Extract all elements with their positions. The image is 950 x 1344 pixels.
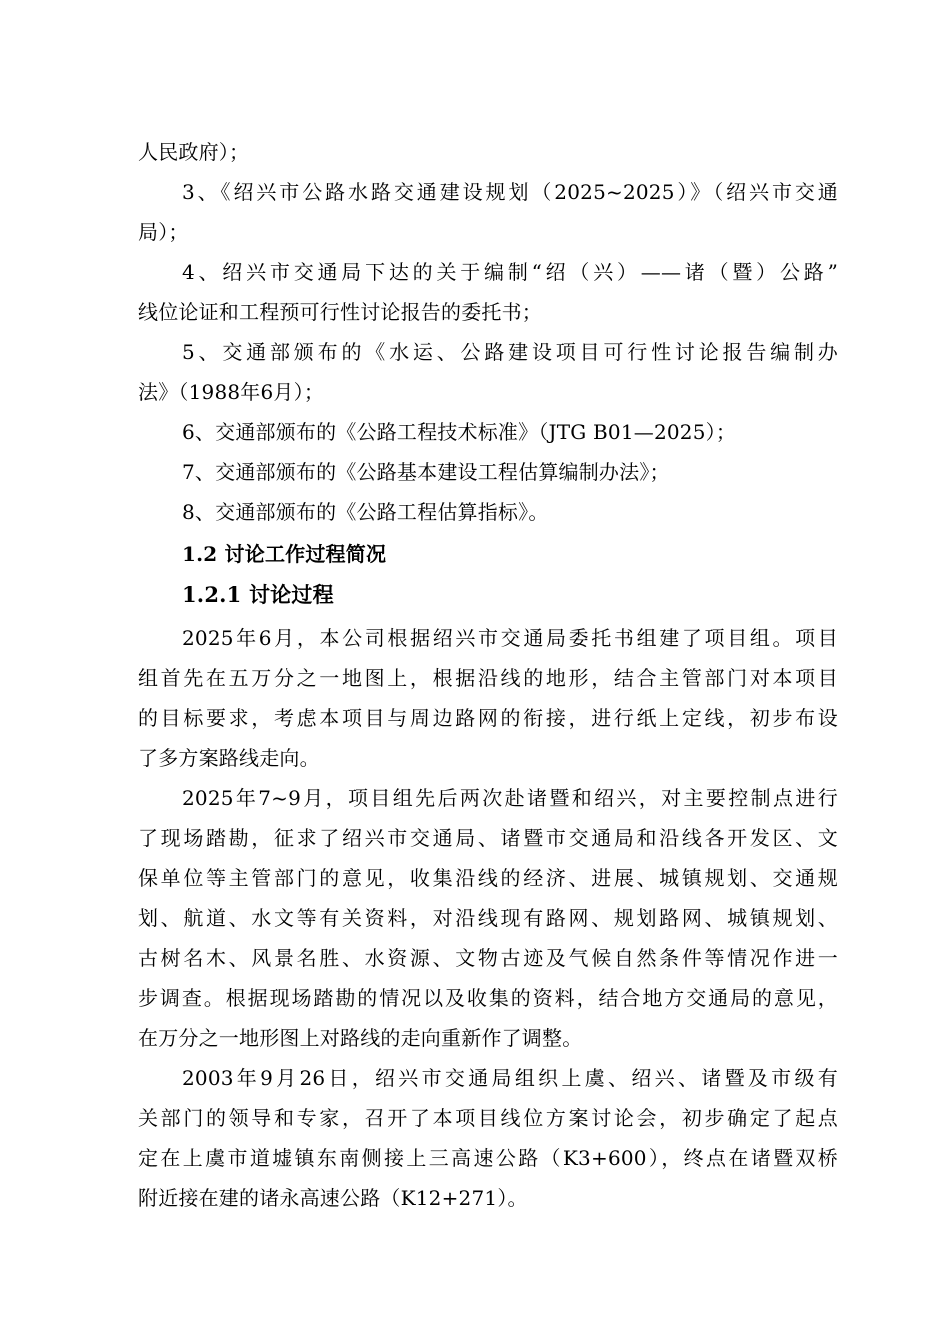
- text-line: 4、绍兴市交通局下达的关于编制“绍（兴）——诸（暨）公路”: [182, 260, 838, 284]
- text-line: 了多方案路线走向。: [138, 746, 320, 770]
- text-line: 的目标要求，考虑本项目与周边路网的衔接，进行纸上定线，初步布设: [138, 706, 838, 730]
- text-line: 步调查。根据现场踏勘的情况以及收集的资料，结合地方交通局的意见，: [138, 986, 838, 1010]
- text-line: 法》（1988年6月）；: [138, 380, 325, 404]
- text-line: 2025年7~9月，项目组先后两次赴诸暨和绍兴，对主要控制点进行: [182, 786, 838, 810]
- text-line: 保单位等主管部门的意见，收集沿线的经济、进展、城镇规划、交通规: [138, 866, 838, 890]
- text-line: 8、交通部颁布的《公路工程估算指标》。: [182, 500, 549, 524]
- text-line: 6、交通部颁布的《公路工程技术标准》（JTG B01—2025）；: [182, 420, 737, 444]
- text-line: 组首先在五万分之一地图上，根据沿线的地形，结合主管部门对本项目: [138, 666, 838, 690]
- text-line: 7、交通部颁布的《公路基本建设工程估算编制办法》；: [182, 460, 670, 484]
- text-line: 划、航道、水文等有关资料，对沿线现有路网、规划路网、城镇规划、: [138, 906, 838, 930]
- text-line: 古树名木、风景名胜、水资源、文物古迹及气候自然条件等情况作进一: [138, 946, 838, 970]
- text-line: 了现场踏勘，征求了绍兴市交通局、诸暨市交通局和沿线各开发区、文: [138, 826, 838, 850]
- text-line: 2025年6月，本公司根据绍兴市交通局委托书组建了项目组。项目: [182, 626, 838, 650]
- subsection-heading: 1.2.1 讨论过程: [182, 582, 334, 607]
- text-line: 在万分之一地形图上对路线的走向重新作了调整。: [138, 1026, 583, 1050]
- text-line: 定在上虞市道墟镇东南侧接上三高速公路（K3+600），终点在诸暨双桥: [138, 1146, 838, 1170]
- section-heading: 1.2 讨论工作过程简况: [182, 542, 387, 566]
- text-line: 5、交通部颁布的《水运、公路建设项目可行性讨论报告编制办: [182, 340, 838, 364]
- text-line: 线位论证和工程预可行性讨论报告的委托书；: [138, 300, 542, 324]
- text-line: 关部门的领导和专家，召开了本项目线位方案讨论会，初步确定了起点: [138, 1106, 838, 1130]
- text-line: 附近接在建的诸永高速公路（K12+271）。: [138, 1186, 528, 1210]
- text-line: 2003年9月26日，绍兴市交通局组织上虞、绍兴、诸暨及市级有: [182, 1066, 838, 1090]
- text-line: 人民政府）；: [138, 140, 250, 164]
- text-line: 局）；: [138, 220, 189, 244]
- text-line: 3、《绍兴市公路水路交通建设规划（2025~2025）》（绍兴市交通: [182, 180, 838, 204]
